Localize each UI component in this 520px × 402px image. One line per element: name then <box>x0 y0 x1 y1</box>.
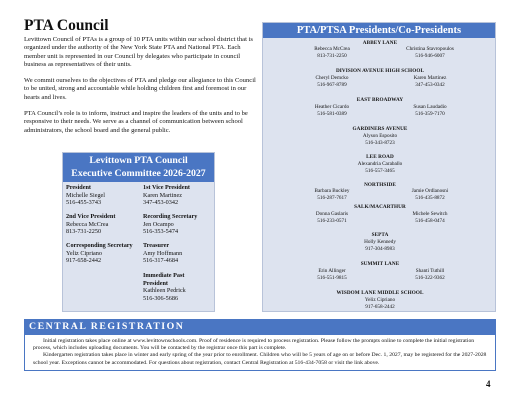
president-entry <box>385 46 475 59</box>
president-name: Michele Sewitch <box>412 211 448 217</box>
council-paragraph-1: Levittown Council of PTAs is a group of 10 PTA units within our school district that is organized under the authority of the New York State PTA and National PTA. Each member unit is represented in our Council by delegates who participate in council business as representatives of their units. <box>24 36 253 68</box>
officers-grid <box>63 182 214 302</box>
officer-name: Karen Martinez <box>143 191 182 199</box>
president-phone: 917-304-8983 <box>365 245 395 252</box>
president-phone: 516-458-0474 <box>415 217 445 224</box>
president-entry <box>335 133 425 146</box>
president-name: Holly Kennedy <box>364 239 396 245</box>
president-phone: 516-551-9815 <box>317 274 347 281</box>
officer-role: Recording Secretary <box>143 213 198 220</box>
council-paragraph-3: PTA Council’s role is to inform, instruct and inspire the leaders of the units and to be responsive to their needs. We serve as a channel of communication between school administrators, the school board and the general public. <box>24 110 248 134</box>
president-phone: 516-581-0389 <box>317 110 347 117</box>
president-entry <box>287 46 377 59</box>
president-phone: 516-322-9362 <box>415 274 445 281</box>
president-entry <box>385 188 475 201</box>
officer-phone: 516-317-4684 <box>143 257 179 265</box>
school-salk-macarthur: SALK/MACARTHUR <box>354 204 406 210</box>
president-name: Yeliz Cipriano <box>364 297 396 303</box>
officer-name: Jen Ocampo <box>143 220 174 228</box>
officer-role: 2nd Vice President <box>66 213 116 220</box>
president-name: Donna Gaslaris <box>315 211 349 217</box>
president-phone: 516-343-8723 <box>365 139 395 146</box>
officer-name: Yeliz Cipriano <box>66 249 102 257</box>
central-registration-box <box>24 319 496 371</box>
president-phone: 516-557-3465 <box>365 167 395 174</box>
exec-heading-line-2: Executive Committee 2026-2027 <box>71 168 206 179</box>
president-entry <box>287 268 377 281</box>
president-entry <box>287 211 377 224</box>
president-name: Jamie Ordlanosni <box>411 188 449 194</box>
president-phone: 516-967-8789 <box>317 81 347 88</box>
executive-committee-box <box>62 152 215 312</box>
school-septa: SEPTA <box>371 232 389 238</box>
exec-heading-line-1: Levittown PTA Council <box>89 155 188 166</box>
president-name: Shanti Tuthill <box>415 268 445 274</box>
president-entry <box>335 161 425 174</box>
president-entry <box>287 188 377 201</box>
school-northside: NORTHSIDE <box>364 182 396 188</box>
president-name: Christina Stavropoulos <box>406 46 454 52</box>
school-division-avenue: DIVISION AVENUE HIGH SCHOOL <box>335 68 425 74</box>
president-phone: 516-435-8872 <box>415 194 445 201</box>
president-phone: 516-946-6007 <box>415 52 445 59</box>
pta-council-section <box>24 18 258 143</box>
officer-phone: 917-658-2442 <box>66 257 102 265</box>
president-name: Cheryl Demcko <box>315 75 349 81</box>
central-registration-heading: CENTRAL REGISTRATION <box>25 320 495 335</box>
school-lee-road: LEE ROAD <box>366 154 394 160</box>
officer-phone: 516-353-5474 <box>143 228 179 236</box>
officer-role: Treasurer <box>143 242 170 249</box>
school-gardiners-avenue: GARDINERS AVENUE <box>352 126 408 132</box>
executive-committee-heading <box>63 153 214 182</box>
president-name: Erin Allinger <box>318 268 346 274</box>
president-name: Susan Laudadio <box>413 104 447 110</box>
officer-phone: 516-306-5686 <box>143 294 179 302</box>
president-name: Rebecca McCrea <box>314 46 350 52</box>
president-phone: 347-453-0342 <box>415 81 445 88</box>
officer-immediate-past-president <box>143 272 209 302</box>
officer-1st-vp <box>143 184 190 207</box>
officer-role: 1st Vice President <box>143 184 190 191</box>
president-phone: 516-287-7617 <box>317 194 347 201</box>
officer-phone: 813-731-2250 <box>66 228 102 236</box>
officer-role: President <box>66 184 91 191</box>
president-phone: 516-359-7170 <box>415 110 445 117</box>
president-entry <box>385 268 475 281</box>
officer-treasurer <box>143 242 182 265</box>
president-entry <box>385 75 475 88</box>
registration-paragraph-1: Initial registration takes place online at www.levittownschools.com. Proof of residence is required to process registration. Please follow the prompts online to complete the initial registration process, which includes uploading documents. You will be contacted by the registrar once this part is complete. <box>33 338 475 352</box>
school-east-broadway: EAST BROADWAY <box>356 97 404 103</box>
page-number: 4 <box>486 379 491 389</box>
central-registration-body <box>25 335 495 367</box>
president-phone: 516-233-0571 <box>317 217 347 224</box>
officer-phone: 516-455-3743 <box>66 199 102 207</box>
school-abbey-lane: ABBEY LANE <box>362 40 398 46</box>
officer-role: Immediate Past President <box>143 272 185 287</box>
president-name: Alexandria Caraballo <box>357 161 403 167</box>
registration-paragraph-2: Kindergarten registration takes place in winter and early spring of the year prior to enrollment. Children who will be 5 years of age on or before Dec. 1, 2027, may be registered for the 2027-2028 school year. Exceptions cannot be accommodated. For questions about registration, contact Central Registration at 516-434-7058 or visit the link above. <box>33 352 487 366</box>
president-entry <box>385 104 475 117</box>
presidents-panel <box>262 22 496 312</box>
president-name: Barbara Buckley <box>314 188 350 194</box>
president-name: Karen Martinez <box>413 75 447 81</box>
president-entry <box>287 104 377 117</box>
officer-name: Amy Hoffmann <box>143 249 183 257</box>
officer-name: Rebecca McCrea <box>66 220 109 228</box>
president-name: Heather Cicardo <box>314 104 350 110</box>
pta-council-title: PTA Council <box>24 17 109 34</box>
officer-name: Michelle Siegel <box>66 191 106 199</box>
officer-role: Corresponding Secretary <box>66 242 133 249</box>
president-phone: 813-731-2250 <box>317 52 347 59</box>
school-summit-lane: SUMMIT LANE <box>360 261 400 267</box>
president-entry <box>385 211 475 224</box>
president-name: Alyson Esposito <box>362 133 398 139</box>
officer-president <box>66 184 105 207</box>
president-phone: 917-658-2442 <box>365 303 395 310</box>
president-entry <box>335 297 425 310</box>
officer-name: Kathleen Pedrick <box>143 287 186 295</box>
council-paragraph-2: We commit ourselves to the objectives of PTA and pledge our allegiance to this Council to be united, strong and accountable while holding children first and foremost in our hearts and lives. <box>24 77 256 101</box>
officer-recording-secretary <box>143 213 197 236</box>
presidents-heading: PTA/PTSA Presidents/Co-Presidents <box>263 23 495 38</box>
officer-corresponding-secretary <box>66 242 133 265</box>
officer-2nd-vp <box>66 213 115 236</box>
officer-phone: 347-453-0342 <box>143 199 179 207</box>
school-wisdom-lane: WISDOM LANE MIDDLE SCHOOL <box>336 290 424 296</box>
president-entry <box>335 239 425 252</box>
president-entry <box>287 75 377 88</box>
